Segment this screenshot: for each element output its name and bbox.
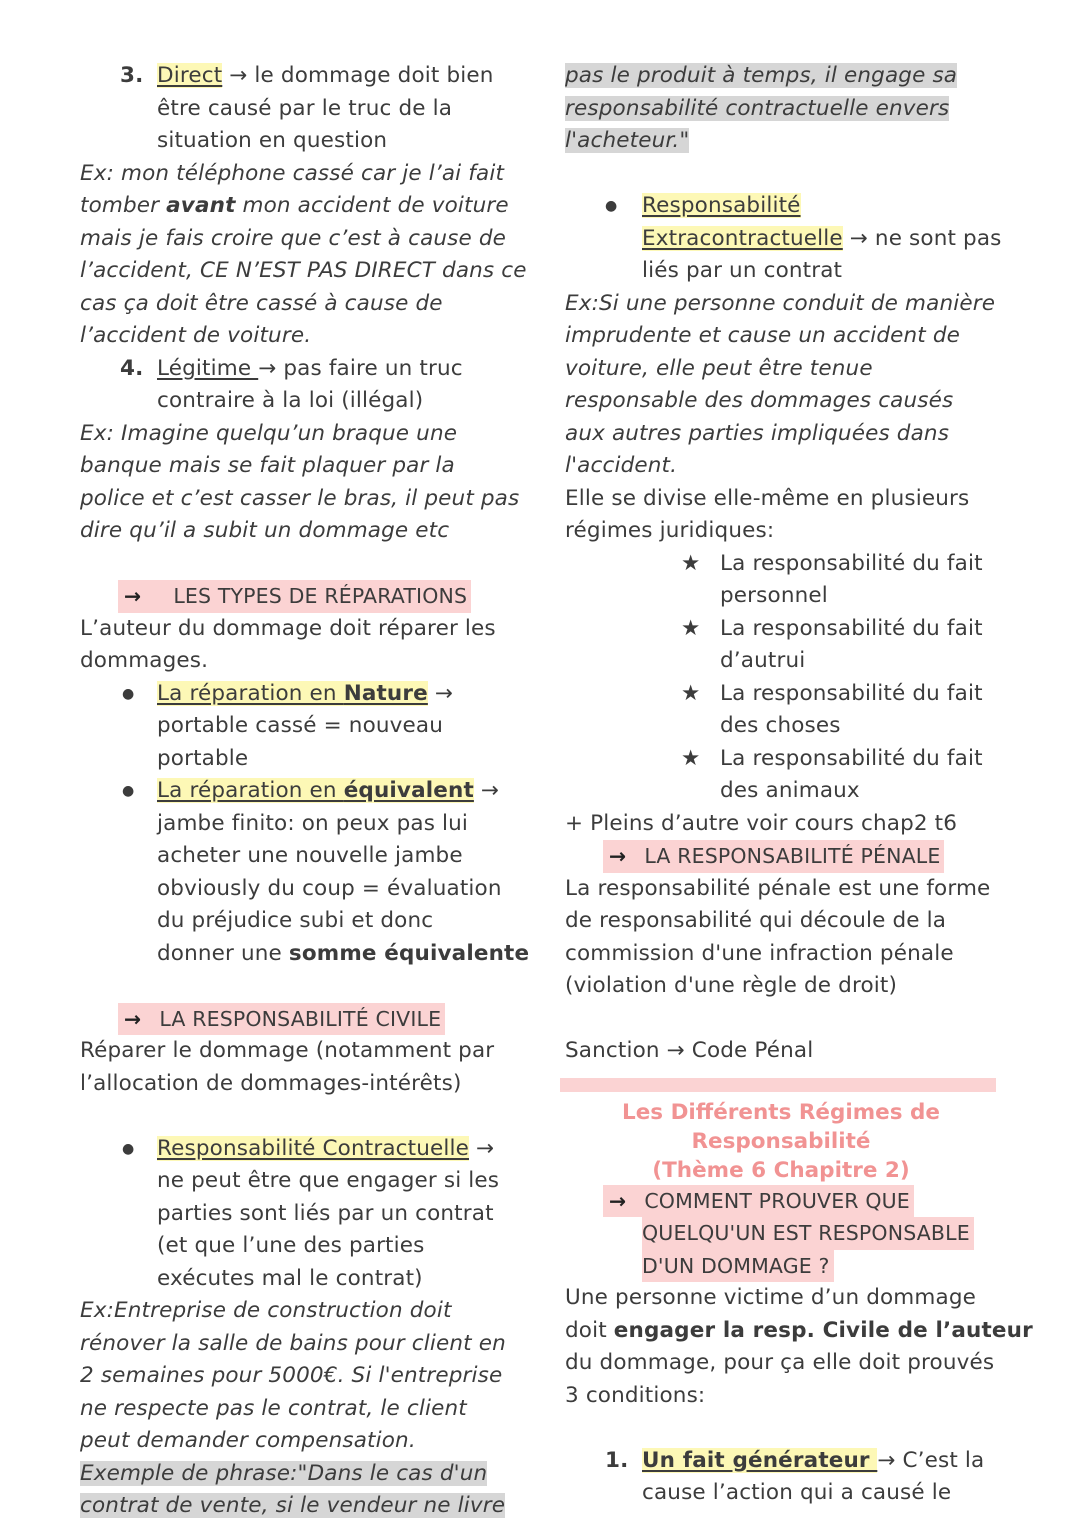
example-line: rénover la salle de bains pour client en	[80, 1330, 506, 1356]
text-line: Une personne victime d’un dommage	[565, 1285, 976, 1310]
example-quote-line	[80, 1490, 520, 1523]
example-line: banque mais se fait plaquer par la	[80, 453, 455, 478]
text-line: l’allocation de dommages-intérêts)	[80, 1070, 462, 1096]
example-line: aux autres parties impliquées dans	[565, 420, 950, 446]
example-line: l'accident.	[565, 453, 678, 478]
arrow-icon: →	[609, 1188, 627, 1213]
list-number: 3.	[120, 63, 144, 88]
example-quote-line	[80, 1458, 520, 1491]
example-quote-line	[565, 93, 1005, 126]
heading-prouver	[565, 1185, 1005, 1218]
text-line: Elle se divise elle-même en plusieurs	[565, 485, 970, 511]
divider	[560, 1078, 996, 1092]
text-line: parties sont liés par un contrat	[157, 1200, 494, 1226]
example-quote-line	[565, 60, 1005, 93]
text: tomber	[80, 193, 167, 218]
heading-bar	[118, 1003, 445, 1036]
star-icon: ★	[681, 745, 701, 771]
heading-types-reparations	[80, 580, 520, 613]
example-line: responsable des dommages causés	[565, 388, 954, 413]
bullet-icon: ●	[605, 198, 618, 214]
heading-bar	[603, 840, 944, 873]
heading-prouver-cont	[565, 1217, 1005, 1250]
text-line	[80, 938, 530, 971]
example-line: peut demander compensation.	[80, 1428, 416, 1453]
emphasis: somme équivalente	[288, 940, 530, 966]
example-line: Ex:Si une personne conduit de manière	[565, 290, 996, 316]
bullet-icon: ●	[122, 783, 135, 799]
text-line: commission d'une infraction pénale	[565, 940, 954, 966]
heading-text: D'UN DOMMAGE ?	[642, 1250, 834, 1283]
right-column	[565, 60, 1033, 1510]
text: → le dommage doit bien	[222, 63, 494, 88]
emphasis: avant	[166, 193, 236, 218]
example-line: police et c’est casser le bras, il peut pas	[80, 485, 520, 511]
text-line: La responsabilité pénale est une forme	[565, 875, 991, 901]
text-line: exécutes mal le contrat)	[157, 1265, 423, 1291]
arrow-icon: →	[609, 844, 627, 868]
star-icon: ★	[681, 680, 701, 706]
text-line: (violation d'une règle de droit)	[565, 973, 898, 998]
text: donner une	[157, 940, 289, 966]
example-line: 2 semaines pour 5000€. Si l'entreprise	[80, 1363, 503, 1388]
heading-text: COMMENT PROUVER QUE	[644, 1188, 910, 1213]
term-fait-generateur: Un fait générateur	[642, 1447, 878, 1473]
text: → pas faire un truc	[258, 355, 463, 381]
section-title	[565, 1098, 997, 1185]
text-line: Réparer le dommage (notamment par	[80, 1038, 495, 1063]
star-item-animaux	[565, 743, 1005, 776]
arrow-icon: →	[124, 584, 142, 608]
text: →	[468, 1135, 495, 1161]
star-item-personnel	[565, 548, 1005, 581]
heading-bar	[118, 580, 471, 613]
text-line: de responsabilité qui découle de la	[565, 908, 947, 933]
text: →	[473, 778, 500, 803]
text-line: dommages.	[80, 648, 209, 673]
example-line: l’accident de voiture.	[80, 323, 312, 348]
heading-text: LES TYPES DE RÉPARATIONS	[173, 584, 468, 608]
text-line: du préjudice subi et donc	[157, 908, 434, 933]
condition-direct	[80, 60, 520, 93]
text-line: acheter une nouvelle jambe	[157, 843, 463, 868]
term-nature	[157, 681, 428, 706]
example-line: ne respecte pas le contrat, le client	[80, 1395, 467, 1421]
list-number: 1.	[605, 1447, 629, 1473]
example-line: Ex:Entreprise de construction doit	[80, 1298, 452, 1323]
arrow-icon: →	[124, 1006, 142, 1031]
title-line: Responsabilité	[691, 1128, 871, 1154]
heading-text: QUELQU'UN EST RESPONSABLE	[642, 1217, 974, 1250]
text-line: contraire à la loi (illégal)	[157, 388, 424, 413]
heading-responsabilite-penale	[565, 840, 1005, 873]
example-line: cas ça doit être cassé à cause de	[80, 290, 443, 316]
example-line: imprudente et cause un accident de	[565, 323, 961, 348]
example-line: mais je fais croire que c’est à cause de	[80, 225, 507, 251]
title-line: (Thème 6 Chapitre 2)	[652, 1157, 910, 1183]
star-item-choses	[565, 678, 1005, 711]
text-line: 3 conditions:	[565, 1382, 706, 1408]
text: doit	[565, 1317, 614, 1343]
highlighted-text: pas le produit à temps, il engage sa	[565, 63, 958, 88]
text: → C’est la	[877, 1447, 985, 1473]
text-line	[565, 1315, 1033, 1348]
text-line: être causé par le truc de la	[157, 95, 453, 121]
text-line: portable cassé = nouveau	[157, 713, 443, 738]
heading-prouver-cont	[565, 1250, 1005, 1283]
text-line: cause l’action qui a causé le	[642, 1480, 952, 1505]
text-line: situation en question	[157, 128, 388, 153]
term-contractuelle: Responsabilité Contractuelle	[157, 1135, 469, 1161]
text-line: ne peut être que engager si les	[157, 1168, 500, 1193]
list-number: 4.	[120, 355, 144, 381]
emphasis: équivalent	[343, 778, 474, 803]
bullet-equivalent	[80, 775, 520, 808]
example-quote-line	[565, 125, 1005, 158]
heading-responsabilite-civile	[80, 1003, 520, 1036]
text-line: régimes juridiques:	[565, 518, 775, 543]
text-line: obviously du coup = évaluation	[157, 875, 502, 901]
text-line: (et que l’une des parties	[157, 1233, 425, 1258]
text-line: liés par un contrat	[642, 258, 843, 283]
heading-bar	[603, 1185, 914, 1218]
condition-legitime	[80, 353, 520, 386]
text-line: du dommage, pour ça elle doit prouvés	[565, 1350, 995, 1375]
emphasis: engager la resp. Civile de l’auteur	[613, 1317, 1033, 1343]
term-responsabilite: Responsabilité	[642, 193, 801, 218]
text: La responsabilité du fait	[720, 550, 983, 576]
text-line	[565, 223, 1005, 256]
term-equivalent	[157, 778, 474, 803]
text-line: + Pleins d’autre voir cours chap2 t6	[565, 810, 958, 836]
text-line: Sanction → Code Pénal	[565, 1038, 814, 1063]
example-line: dire qu’il a subit un dommage etc	[80, 518, 450, 543]
star-item-autrui	[565, 613, 1005, 646]
text-line: d’autrui	[720, 648, 806, 673]
text: La réparation en	[157, 778, 344, 803]
bullet-contractuelle	[80, 1133, 520, 1166]
star-icon: ★	[681, 615, 701, 641]
term-direct: Direct	[157, 63, 223, 88]
text: La responsabilité du fait	[720, 615, 983, 641]
bullet-icon: ●	[122, 685, 135, 702]
star-icon: ★	[681, 550, 701, 576]
example-line: voiture, elle peut être tenue	[565, 355, 873, 381]
term-legitime: Légitime	[157, 355, 259, 381]
text-line: L’auteur du dommage doit réparer les	[80, 615, 496, 641]
example-line: Ex: Imagine quelqu’un braque une	[80, 420, 458, 446]
highlighted-text: Exemple de phrase:"Dans le cas d'un	[80, 1460, 488, 1486]
bullet-nature	[80, 678, 520, 711]
bullet-extracontractuelle	[565, 190, 1005, 223]
heading-text: LA RESPONSABILITÉ PÉNALE	[644, 844, 941, 868]
highlighted-text: l'acheteur."	[565, 128, 690, 153]
text-line: jambe finito: on peux pas lui	[157, 810, 469, 836]
text-line: portable	[157, 745, 249, 771]
text-line: personnel	[720, 583, 828, 608]
text: mon accident de voiture	[235, 193, 509, 218]
left-column	[80, 60, 530, 1523]
text: La responsabilité du fait	[720, 680, 983, 706]
text-line: des animaux	[720, 778, 860, 803]
example-line: Ex: mon téléphone cassé car je l’ai fait	[80, 160, 505, 186]
example-line	[80, 190, 520, 223]
text: →	[427, 680, 454, 706]
example-line: l’accident, CE N’EST PAS DIRECT dans ce	[80, 258, 527, 283]
heading-text: LA RESPONSABILITÉ CIVILE	[159, 1006, 442, 1031]
text: La responsabilité du fait	[720, 745, 983, 771]
title-line: Les Différents Régimes de	[622, 1099, 940, 1125]
text-line: des choses	[720, 713, 841, 738]
bullet-icon: ●	[122, 1140, 135, 1157]
emphasis: Nature	[343, 680, 428, 706]
condition-fait-generateur	[565, 1445, 1005, 1478]
highlighted-text: contrat de vente, si le vendeur ne livre	[80, 1493, 506, 1518]
text: La réparation en	[157, 680, 344, 706]
term-extracontractuelle: Extracontractuelle	[642, 225, 843, 251]
text: → ne sont pas	[842, 225, 1002, 251]
highlighted-text: responsabilité contractuelle envers	[565, 95, 950, 121]
